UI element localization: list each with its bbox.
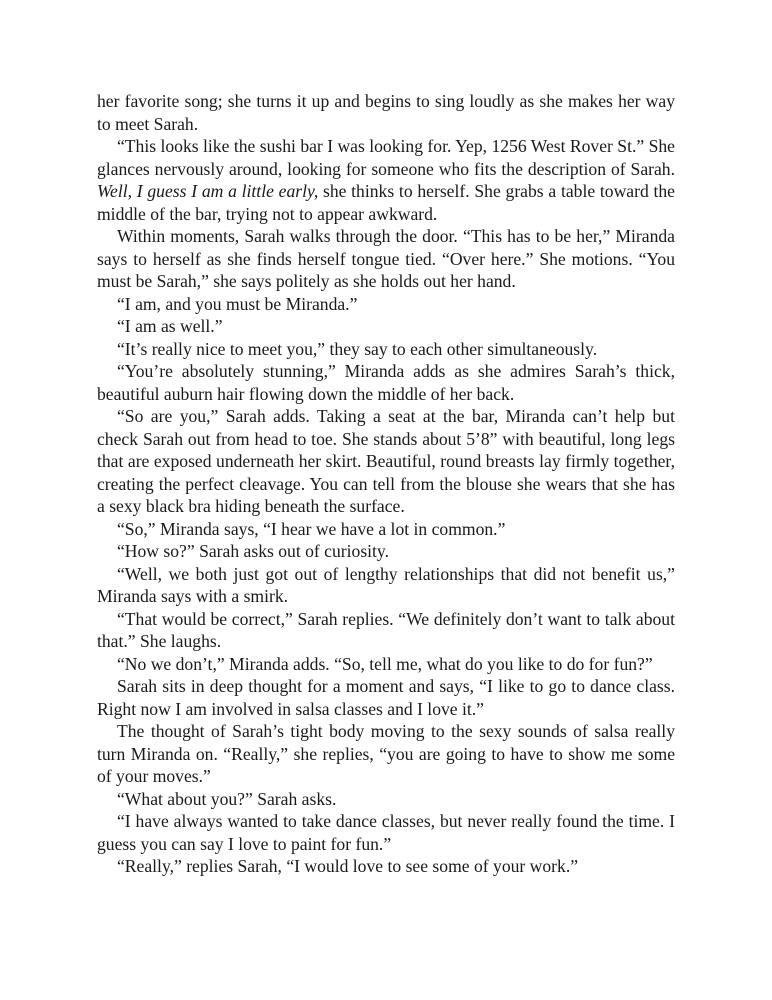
paragraph-4: “I am, and you must be Miranda.” [117,293,358,314]
paragraph-10: “How so?” Sarah asks out of curiosity. [117,541,389,561]
paragraph-17: “I have always wanted to take dance classes, but never really found the time. I guess you can say I love to paint for fun.” [97,811,675,854]
paragraph-15: The thought of Sarah’s tight body moving to the sexy sounds of salsa really turn Miranda on. “Really,” she replies, “you are going to have to show me some of your moves.” [97,721,675,786]
paragraph-13: “No we don’t,” Miranda adds. “So, tell me, what do you like to do for fun?” [117,653,653,674]
paragraph-18: “Really,” replies Sarah, “I would love to see some of your work.” [117,856,579,876]
paragraph-16: “What about you?” Sarah asks. [117,788,337,809]
paragraph-2: “This looks like the sushi bar I was looking for. Yep, 1256 West Rover St.” She glances nervously around, looking for someone who fits the description of Sarah. Well, I guess I am a little early, she thinks to herself. She grabs a table toward the middle of the bar, trying not to appear awkward. [97,136,675,224]
paragraph-14: Sarah sits in deep thought for a moment and says, “I like to go to dance class. Right now I am involved in salsa classes and I love it.” [97,676,675,719]
paragraph-3: Within moments, Sarah walks through the door. “This has to be her,” Miranda says to herself as she finds herself tongue tied. “Over here.” She motions. “You must be Sarah,” she says politely as she holds out her hand. [97,226,675,291]
paragraph-12: “That would be correct,” Sarah replies. “We definitely don’t want to talk about that.” She laughs. [97,608,675,651]
paragraph-1: her favorite song; she turns it up and begins to sing loudly as she makes her way to meet Sarah. [97,91,675,134]
book-page [97,90,675,878]
italic-thought: Well, I guess I am a little early, [97,181,319,201]
paragraph-5: “I am as well.” [117,316,223,336]
paragraph-8: “So are you,” Sarah adds. Taking a seat at the bar, Miranda can’t help but check Sarah out from head to toe. She stands about 5’8” with beautiful, long legs that are exposed underneath her skirt. Beautiful, round breasts lay firmly together, creating the perfect cleavage. You can tell from the blouse she wears that she has a sexy black bra hiding beneath the surface. [97,406,675,516]
paragraph-7: “You’re absolutely stunning,” Miranda adds as she admires Sarah’s thick, beautiful auburn hair flowing down the middle of her back. [97,361,675,404]
paragraph-11: “Well, we both just got out of lengthy relationships that did not benefit us,” Miranda says with a smirk. [97,563,675,606]
paragraph-6: “It’s really nice to meet you,” they say to each other simultaneously. [117,338,598,359]
paragraph-9: “So,” Miranda says, “I hear we have a lot in common.” [117,518,506,539]
